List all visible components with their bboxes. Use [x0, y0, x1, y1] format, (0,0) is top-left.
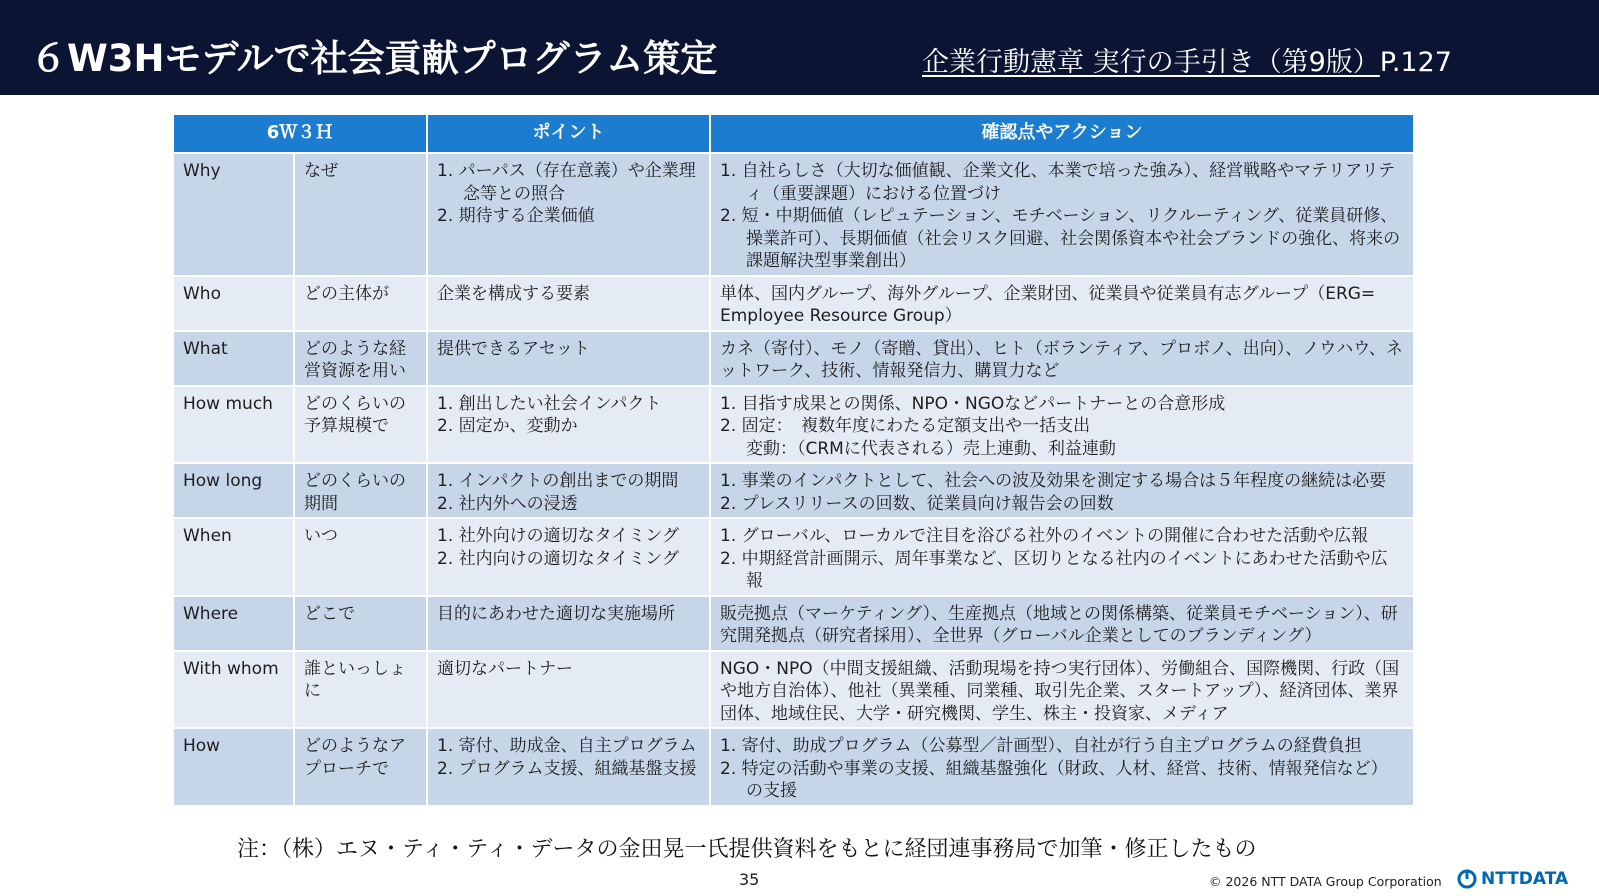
action-item: 2. 中期経営計画開示、周年事業など、区切りとなる社内のイベントにあわせた活動や広報: [720, 548, 1388, 591]
row-actions: [710, 153, 1414, 276]
row-jp-label: どのくらいの期間: [294, 463, 427, 518]
row-en-label: How: [173, 728, 294, 806]
action-item: 2. 短・中期価値（レピュテーション、モチベーション、リクルーティング、従業員研修、操業許可）、長期価値（社会リスク回避、社会関係資本や社会ブランドの強化、将来の課題解決型事業創出）: [720, 206, 1401, 271]
point-item: 2. プログラム支援、組織基盤支援: [437, 758, 697, 779]
table-row-when: [173, 518, 1414, 596]
action-item: 1. 事業のインパクトとして、社会への波及効果を測定する場合は５年程度の継続は必要: [720, 471, 1387, 491]
row-points: [427, 518, 710, 596]
row-action: 販売拠点（マーケティング）、生産拠点（地域との関係構築、従業員モチベーション）、研究開発拠点（研究者採用）、全世界（グローバル企業としてのブランディング）: [710, 596, 1414, 651]
row-jp-label: いつ: [294, 518, 427, 596]
row-actions: [710, 518, 1414, 596]
action-item-continued: 変動：（CRMに代表される）売上連動、利益連動: [746, 438, 1116, 459]
point-item: 1. 寄付、助成金、自主プログラム: [437, 736, 697, 756]
page-title: ６W3Hモデルで社会貢献プログラム策定: [30, 37, 718, 80]
point-item: 1. 社外向けの適切なタイミング: [437, 526, 679, 546]
point-item: 1. インパクトの創出までの期間: [437, 471, 679, 491]
row-jp-label: どの主体が: [294, 276, 427, 331]
header-actions: 確認点やアクション: [710, 114, 1414, 153]
point-item: 1. パーパス（存在意義）や企業理念等との照合: [437, 161, 696, 204]
row-en-label: Why: [173, 153, 294, 276]
row-en-label: Where: [173, 596, 294, 651]
row-points: [427, 386, 710, 464]
action-item: 2. 固定： 複数年度にわたる定額支出や一括支出: [720, 416, 1091, 436]
source-note: 注：（株）エヌ・ティ・ティ・データの金田晃一氏提供資料をもとに経団連事務局で加筆・修正したもの: [237, 837, 1257, 862]
row-jp-label: どのくらいの予算規模で: [294, 386, 427, 464]
action-item: 1. グローバル、ローカルで注目を浴びる社外のイベントの開催に合わせた活動や広報: [720, 526, 1369, 546]
reference: [922, 40, 1452, 79]
action-item: 1. 自社らしさ（大切な価値観、企業文化、本業で培った強み）、経営戦略やマテリアリティ（重要課題）における位置づけ: [720, 161, 1396, 204]
row-jp-label: なぜ: [294, 153, 427, 276]
table-row-who: [173, 276, 1414, 331]
row-actions: [710, 728, 1414, 806]
row-point: 適切なパートナー: [427, 651, 710, 729]
6w3h-table: [172, 113, 1415, 807]
point-item: 2. 固定か、変動か: [437, 416, 578, 436]
reference-page: P.127: [1379, 47, 1452, 78]
row-jp-label: どのようなアプローチで: [294, 728, 427, 806]
row-jp-label: どこで: [294, 596, 427, 651]
row-action: カネ（寄付）、モノ（寄贈、貸出）、ヒト（ボランティア、プロボノ、出向）、ノウハウ、ネットワーク、技術、情報発信力、購買力など: [710, 331, 1414, 386]
row-action: 単体、国内グループ、海外グループ、企業財団、従業員や従業員有志グループ（ERG= Employee Resource Group）: [710, 276, 1414, 331]
row-points: [427, 153, 710, 276]
header-6w3h: 6Ｗ３Ｈ: [173, 114, 427, 153]
row-point: 目的にあわせた適切な実施場所: [427, 596, 710, 651]
ntt-data-logo: [1457, 869, 1568, 889]
row-jp-label: どのような経営資源を用い: [294, 331, 427, 386]
row-en-label: With whom: [173, 651, 294, 729]
row-action: NGO・NPO（中間支援組織、活動現場を持つ実行団体）、労働組合、国際機関、行政（国や地方自治体）、他社（異業種、同業種、取引先企業、スタートアップ）、経済団体、業界団体、地域住民、大学・研究機関、学生、株主・投資家、メディア: [710, 651, 1414, 729]
title-bar: [0, 0, 1599, 95]
table-row-how-much: [173, 386, 1414, 464]
table-row-how: [173, 728, 1414, 806]
action-item: 2. 特定の活動や事業の支援、組織基盤強化（財政、人材、経営、技術、情報発信など）の支援: [720, 758, 1388, 801]
copyright: © 2026 NTT DATA Group Corporation: [1209, 874, 1442, 889]
row-actions: [710, 386, 1414, 464]
row-point: 企業を構成する要素: [427, 276, 710, 331]
row-point: 提供できるアセット: [427, 331, 710, 386]
table-row-with-whom: [173, 651, 1414, 729]
table-row-what: [173, 331, 1414, 386]
row-en-label: When: [173, 518, 294, 596]
row-jp-label: 誰といっしょに: [294, 651, 427, 729]
table-row-where: [173, 596, 1414, 651]
point-item: 2. 期待する企業価値: [437, 206, 595, 226]
table-row-how-long: [173, 463, 1414, 518]
row-actions: [710, 463, 1414, 518]
table-row-why: [173, 153, 1414, 276]
table-header-row: [173, 114, 1414, 153]
action-item: 1. 目指す成果との関係、NPO・NGOなどパートナーとの合意形成: [720, 393, 1226, 414]
header-points: ポイント: [427, 114, 710, 153]
point-item: 2. 社内向けの適切なタイミング: [437, 548, 679, 569]
page-number: 35: [739, 870, 760, 889]
row-en-label: How much: [173, 386, 294, 464]
logo-text: NTTDATA: [1481, 869, 1569, 889]
point-item: 2. 社内外への浸透: [437, 493, 578, 514]
reference-title: 企業行動憲章 実行の手引き（第9版）: [922, 47, 1380, 78]
point-item: 1. 創出したい社会インパクト: [437, 393, 662, 414]
row-points: [427, 463, 710, 518]
row-en-label: What: [173, 331, 294, 386]
action-item: 2. プレスリリースの回数、従業員向け報告会の回数: [720, 493, 1114, 514]
row-en-label: How long: [173, 463, 294, 518]
row-en-label: Who: [173, 276, 294, 331]
ntt-data-logo-icon: [1457, 869, 1477, 889]
action-item: 1. 寄付、助成プログラム（公募型／計画型）、自社が行う自主プログラムの経費負担: [720, 736, 1362, 756]
row-points: [427, 728, 710, 806]
